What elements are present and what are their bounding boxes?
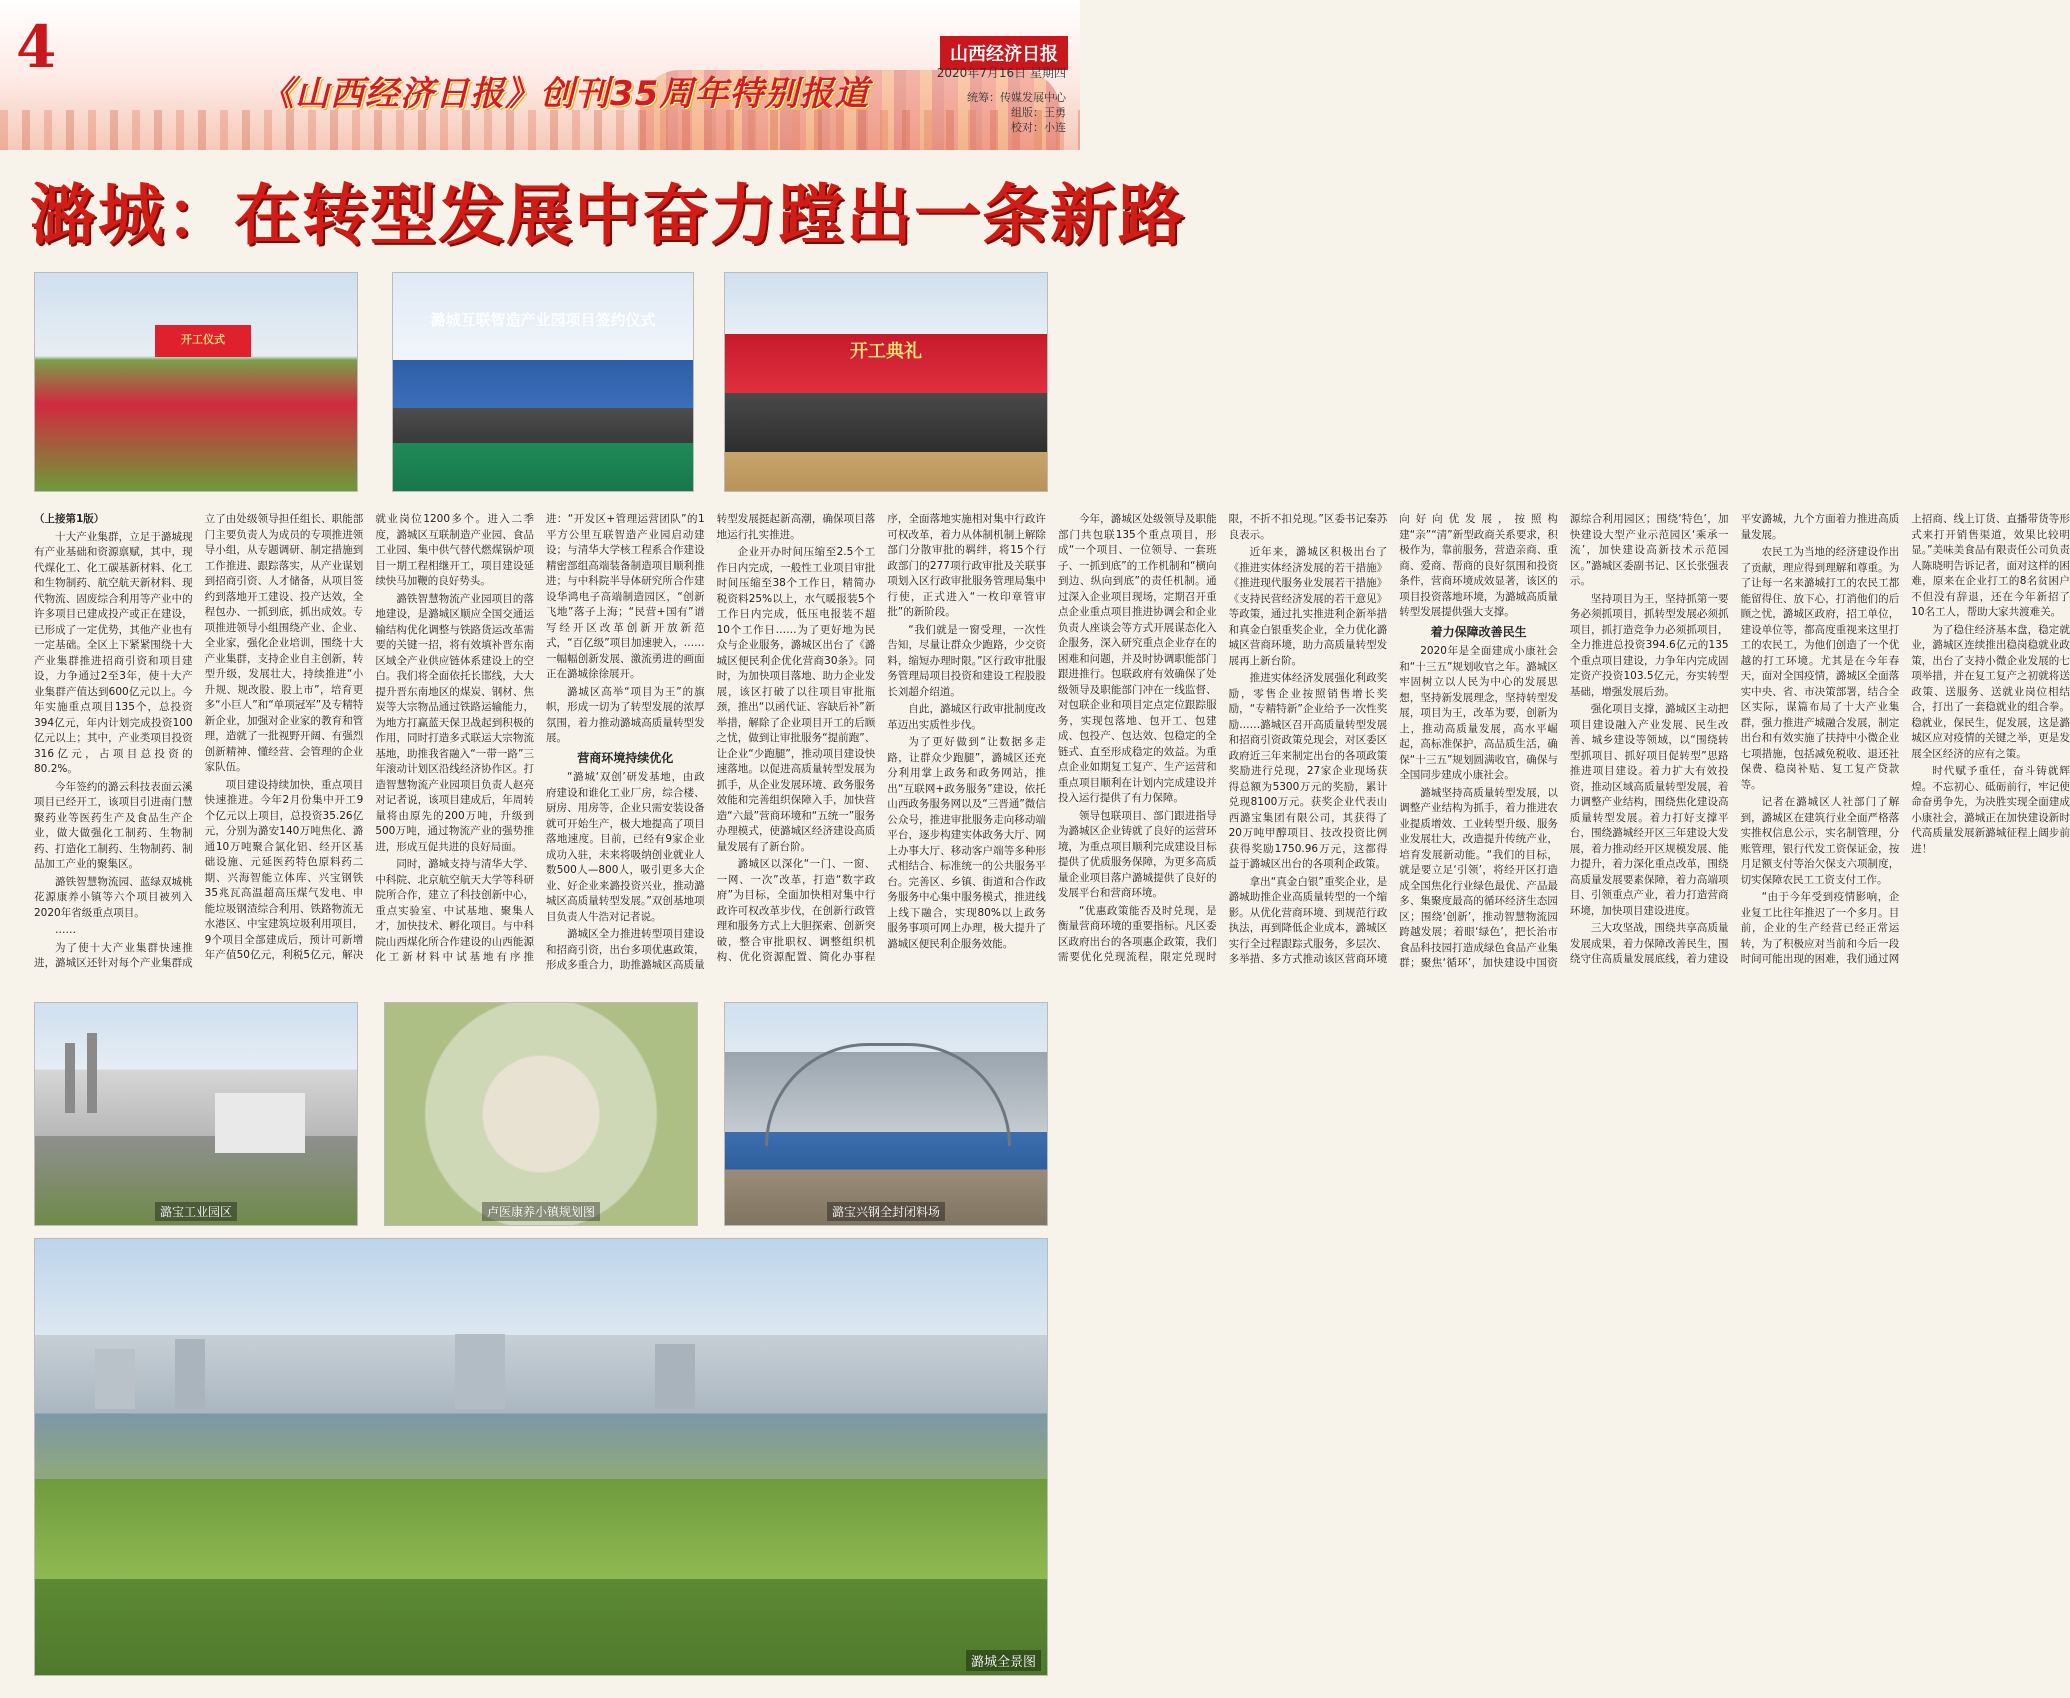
photo-sign-text: 开工仪式 [181, 333, 225, 346]
chimney-shape [65, 1043, 75, 1113]
photo-industrial-park [34, 1002, 358, 1226]
photo-caption: 潞宝兴钢全封闭料场 [827, 1202, 945, 1221]
article-paragraph: 潞城坚持高质量转型发展，以调整产业结构为抓手，着力推进农业提质增效、工业转型升级、服务业发展壮大，改造提升传统产业，培育发展新动能。“我们的目标，就是要立足‘引领’，将经开区打造成全国焦化行业绿色最优、产品最多、集聚度最高的循环经济生态园区；围绕‘创新’，推动智慧物流园跨越发展；着眼‘绿色’，把长治市食品科技园打造成绿色食品产业集群；聚焦‘循环’，加快建设中国资源综合利用园区；围绕‘特色’，加快建设大型产业示范园区‘乘承一流’，加快建设高新技术示范园区。”潞城区委副书记、区长张强表示。 [1399, 513, 1729, 969]
photo-town-plan [384, 1002, 698, 1226]
article-paragraph: 时代赋予重任，奋斗铸就辉煌。不忘初心、砥砺前行，牢记使命奋勇争先，为决胜实现全面建成小康社会，潞城正在加快建设新时代高质量发展新潞城征程上阔步前进！ [1911, 765, 2070, 855]
article-paragraph: 为了稳住经济基本盘，稳定就业，潞城区连续推出稳岗稳就业政策，出台了支持小微企业发展的七项举措，并在复工复产之初就将送政策、送服务、送就业岗位相结合，打出了一套稳就业的组合拳。稳就业，保民生，促发展，这是潞城区应对疫情的关键之举，更是发展全区经济的应有之策。 [1911, 623, 2070, 760]
article-paragraph: “潞城‘双创’研发基地，由政府建设和谁化工业厂房，综合楼、厨房、用房等，企业只需安装设备就可开始生产，极大地提高了项目落地速度。目前，已经有9家企业成功入驻，未来将吸纳创业就业人数500人—800人，吸引更多大企业、好企业来潞投资兴业，推动潞城区高质量转型发展。”双创基地项目负责人牛浩对记者说。 [545, 771, 705, 923]
article-paragraph: 为了更好做到“让数据多走路，让群众少跑腿”，潞城区还充分利用掌上政务和政务网站，推出“互联网+政务服务”建设，依托山西政务服务网以及“三晋通”微信公众号，推进审批服务走向移动端平台，逐步构建实体政务大厅、网上办事大厅、移动客户端等多种形式相结合、标准统一的公共服务平台。完善区、乡镇、街道和合作政务服务中心集中服务模式，推进线上线下融合，实现80%以上政务服务事项可网上办理，极大提升了潞城区便民利企服务效能。 [887, 736, 1046, 950]
article-paragraph: 近年来，潞城区积极出台了《推进实体经济发展的若干措施》《推进现代服务业发展若干措施》《支持民营经济发展的若干意见》等政策，通过扎实推进利企新举措和真金白银重奖企业，全力优化潞城区营商环境，助力高质量转型发展再上新台阶。 [1228, 546, 1388, 667]
issue-date: 2020年7月16日 [936, 66, 1027, 80]
photo-sign-text: 潞城互联智造产业园项目签约仪式 [430, 311, 656, 329]
decorative-skyline [0, 110, 1080, 150]
article-paragraph: …… [55, 924, 76, 936]
article-paragraph: 为了使十大产业集群快速推进，潞城区还针对每个产业集群成立了由处级领导担任组长、职能部门主要负责人为成员的专项推进领导小组，从专题调研、制定措施到工作推进、跟踪落实，从产业谋划到招商引资、人才储备，从项目签约到落地开工建设、投产达效，全程包办、一抓到底，抓出成效。专项推进领导小组围绕产业、企业、全业家，强化企业培训，围绕十大产业集群，支持企业自主创新，转型升级，发展壮大，持续推进“小升规、规改股、股上市”，培育更多“小巨人”和“单项冠军”及专精特新企业，加强对企业家的教育和管理，造就了一批视野开阔、有强烈创新精神、懂经营、会管理的企业家队伍。 [34, 513, 364, 969]
photo-sign-text: 开工典礼 [850, 341, 922, 362]
article-paragraph: 项目建设持续加快，重点项目快速推进。今年2月份集中开工9个亿元以上项目，总投资35.26亿元，分别为潞安140万吨焦化、潞通10万吨聚合氯化铝、经开区基础设施、元延医药特色原料药二期、兴海智能立体库、兴宝钢铁35兆瓦高温超高压煤气发电、申能垃圾钢渣综合利用、铁路物流无水港区、中宝建筑垃圾利用项目，9个项目全部建成后，预计可新增年产值50亿元，利税5亿元，解决就业岗位1200多个。进入二季度，潞城区互联制造产业园、食品工业园、集中供气替代燃煤锅炉项目一期工程相继开工，项目建设延续快马加鞭的良好势头。 [204, 513, 534, 961]
credit-editor: 组版：王勇 [1011, 106, 1066, 119]
article-subhead: 着力保障改善民生 [1430, 624, 1527, 639]
article-paragraph: 领导包联项目、部门跟进指导为潞城区企业铸就了良好的运营环境，为重点项目顺利完成建设目标提供了优质服务保障，为更多高质量企业项目落户潞城提供了良好的发展平台和营商环境。 [1057, 809, 1217, 899]
article-paragraph: 农民工为当地的经济建设作出了贡献，理应得到理解和尊重。为了让每一名来潞城打工的农民工都能留得住、放下心，打消他们的后顾之忧，潞城区政府，招工单位，建设单位等，都高度重视来这里打工的农民工，为他们创造了一个优越的打工环境。尤其是在今年春天，面对全国疫情，潞城区全面落实中央、省、市决策部署，结合全区实际，谋篇布局了十大产业集群，强力推进产城融合发展，制定出台和有效实施了扶持中小微企业七项措施，包括减免税收、退还社保费、稳岗补贴、复工复产贷款等。 [1740, 546, 1900, 791]
article-paragraph: 潞铁智慧物流产业园项目的落地建设，是潞城区顺应全国交通运输结构优化调整与铁路货运改革需要的关键一招，将有效填补晋东南区域全产业供应链体系建设上的空白。我们将全面依托长邯线，大大提升晋东南地区的煤炭、钢材、焦炭等大宗物品通过铁路运输能力，为地方打赢蓝天保卫战起到积极的作用，同时打造多式联运大宗物流基地，助推我省融入“一带一路”三年滚动计划区沿线经济协作区。打造智慧物流产业园项目负责人赵亮对记者说，该项目建成后，年周转量将由原先的200万吨，升级到500万吨，通过物流产业的强势推进，形成互促共进的良好局面。 [375, 592, 534, 853]
building-shape [215, 1093, 305, 1153]
article-paragraph: 潞城区全力推进转型项目建设和招商引资，出台多项优惠政策，形成多重合力，助推潞城区高质量转型发展挺起新高潮，确保项目落地运行扎实推进。 [545, 513, 876, 971]
article-paragraph: 自此，潞城区行政审批制度改革迈出实质性步伐。 [887, 703, 1046, 731]
building-shape [655, 1344, 695, 1409]
article-subhead: 营商环境持续优化 [577, 750, 674, 765]
article-paragraph: 坚持项目为王，坚持抓第一要务必须抓项目，抓转型发展必须抓项目，抓打造竞争力必须抓项目，全力推进总投资394.6亿元的135个重点项目建设，力争年内完成固定资产投资103.5亿元，夯实转型基础，增强发展后劲。 [1569, 592, 1729, 698]
photo-caption: 潞城全景图 [966, 1650, 1041, 1671]
article-paragraph: 今年签约的潞云科技表面云溪项目已经开工，该项目引进南门慧聚药业等医药生产及食品生产企业，做大做强化工制药、生物制药、打造化工制药、生物制药、制品加工产业的聚集区。 [34, 780, 193, 870]
photo-city-panorama [34, 1238, 1048, 1676]
photo-caption: 卢医康养小镇规划图 [482, 1202, 600, 1221]
article-paragraph: 记者在潞城区人社部门了解到，潞城区在建筑行业全面严格落实推权信息公示，实名制管理，分账管理，银行代发工资保证金，按月足额支付等治欠保支六项制度，切实保障农民工工资支付工作。 [1740, 796, 1900, 886]
article-paragraph: 推进实体经济发展强化利政奖励，零售企业按照销售增长奖励，“专精特新”企业给予一次性奖励……潞城区召开高质量转型发展和招商引资政策兑现会，对区委区政府近三年来制定出台的各项政策奖励进行兑现，27家企业现场获得总额为5300万元的奖励，累计兑现8100万元。获奖企业代表山西潞宝集团有限公司，其获得了20万吨甲醇项目、技改投资比例获得奖励1750.96万元，这都得益于潞城区出台的各项利企政策。 [1228, 672, 1388, 870]
continued-from-note: （上接第1版） [34, 513, 105, 525]
article-paragraph: “由于今年受到疫情影响，企业复工比往年推迟了一个多月。目前，企业的生产经营已经正常运转，为了积极应对当前和今后一段时间可能出现的困难，我们通过网上招商、线上订货、直播带货等形式来打开销售渠道，效果比较明显。”美味美食品有限责任公司负责人陈晓明告诉记者，面对这样的困难，原来在企业打工的8名贫困户不但没有辞退，还在今年新招了10名工人，帮助大家共渡难关。 [1740, 513, 2070, 965]
photo-signing-ceremony [392, 272, 694, 492]
article-paragraph: “我们就是一窗受理，一次性告知，尽量让群众少跑路，少交资料，缩短办理时限。”区行政审批服务管理局项目投资和建设工程股股长刘超介绍道。 [887, 623, 1046, 698]
photo-opening-ceremony [724, 272, 1048, 492]
editorial-credits [967, 90, 1066, 135]
article-body [34, 512, 2070, 974]
article-paragraph: 十大产业集群，立足于潞城现有产业基础和资源禀赋，其中，现代煤化工、化工碳基新材料、化工和生物制药、航空航天新材料、现代物流、固废综合利用等产业中的许多项目已建成投产或正在建设，已形成了一定优势，其他产业也有一定基础。全区上下紧紧围绕十大产业集群推进招商引资和项目建设，力争通过2至3年，使十大产业集群产值达到600亿元以上。今年实施重点项目135个，总投资394亿元，年内计划完成投资100亿元以上；其中，产业类项目投资316亿元，占项目总投资的80.2%。 [34, 530, 193, 775]
article-paragraph: 2020年是全面建成小康社会和“十三五”规划收官之年。潞城区牢固树立以人民为中心的发展思想，坚持新发展理念，坚持转型发展，项目为王，改革为要，创新为上，推动高质量发展，高水平崛起，高标准保护，高品质生活，确保“十三五”规划圆满收官，确保与全国同步建成小康社会。 [1399, 645, 1558, 781]
article-paragraph: 三大攻坚战，围绕共享高质量发展成果，着力保障改善民生，围绕守住高质量发展底线，着力建设平安潞城，九个方面着力推进高质量发展。 [1569, 513, 1900, 965]
building-shape [455, 1334, 505, 1409]
newspaper-masthead: 山西经济日报 [940, 36, 1068, 70]
building-shape [175, 1339, 205, 1409]
article-paragraph: 强化项目支撑，潞城区主动把项目建设融入产业发展、民生改善、城乡建设等领域，以“围绕转型抓项目、抓好项目促转型”思路推进项目建设。着力扩大有效投资，推动区域高质量转型发展，着力调整产业结构，围绕焦化建设高质量转型发展。着力打好支撑平台，围绕潞城经开区三年建设大发展，着力推动经开区规模发展、能力提升，着力深化重点改革，围绕高质量发展要素保障，着力高端项目、引领重点产业，着力打造营商环境，加快项目建设进度。 [1569, 703, 1729, 917]
article-paragraph: “优惠政策能否及时兑现，是衡量营商环境的重要指标。凡区委区政府出台的各项惠企政策，我们需要优化兑现流程，限定兑现时限，不折不扣兑现。”区委书记秦苏良表示。 [1057, 513, 1388, 963]
page-number: 4 [16, 13, 57, 81]
article-paragraph: 同时，潞城支持与清华大学、中科院、北京航空航天大学等科研院所合作，建立了科技创新中心，重点实验室、中试基地、聚集人才，加快技术、孵化项目。与中科院山西煤化所合作建设的山西能源化工新材料中试基地有序推进：“开发区+管理运营团队”的1平方公里互联智造产业园启动建设；与清华大学核工程系合作建设精密部组高端装备制造项目顺利推进；与中科院半导体研究所合作建设华鸿电子高端制造园区，“创新飞地”落子上海；“民营+国有”谱写经开区改革创新开放新范式，“百亿级”项目加速驶入，……一幅幅创新发展、激流勇进的画面正在潞城徐徐展开。 [375, 513, 705, 963]
issue-date-line [937, 64, 1066, 81]
article-paragraph: 潞城区以深化“一门、一窗、一网、一次”改革，打造“数字政府”为目标，全面加快相对集中行政许可权改革步伐，在创新行政管理和服务方式上大胆探索、创新突破，整合审批职权、调整组织机构、优化资源配置、简化办事程序，全面落地实施相对集中行政许可权改革，着力从体制机制上解除部门分散审批的羁绊，将15个行政部门的277项行政审批及关联事项划入区行政审批服务管理局集中行使，正式进入“一枚印章管审批”的新阶段。 [716, 513, 1046, 963]
photo-groundbreaking-ceremony [34, 272, 358, 492]
article-paragraph: 企业开办时间压缩至2.5个工作日内完成，一般性工业项目审批时间压缩至38个工作日，精简办税资料25%以上，水气暖报装5个工作日内完成，低压电报装不超10个工作日……为了更好地为民众与企业服务，潞城区出台了《潞城区便民利企优化营商30条》。同时，为加快项目落地、助力企业发展，该区打破了以往项目审批瓶颈，推出“以函代证、容缺后补”新举措，解除了企业项目开工的后顾之忧，做到让审批服务“提前跑”、让企业“少跑腿”，推动项目建设快速落地。以促进高质量转型发展为抓手，从企业发展环境、政务服务效能和完善组织保障入手，加快营造“六最”营商环境和“五统一”服务办理模式，使潞城区经济建设高质量发展有了新台阶。 [716, 546, 876, 853]
article-paragraph: 拿出“真金白银”重奖企业，是潞城助推企业高质量转型的一个缩影。从优化营商环境、到规范行政执法，再到降低企业成本，潞城区实行全过程跟踪式服务，多层次、多举措、多方式推动该区营商环境向好向优发展，按照构建“亲”“清”新型政商关系要求，积极作为，靠前服务，营造亲商、重商、爱商、帮商的良好氛围和投资条件，营商环境成效显著，该区的项目投资落地环境，为潞城高质量转型发展提供强大支撑。 [1228, 513, 1558, 965]
chimney-shape [87, 1033, 97, 1113]
issue-weekday: 星期四 [1029, 66, 1066, 80]
credit-proofreader: 校对：小连 [1011, 121, 1066, 134]
page-headline: 潞城：在转型发展中奋力蹚出一条新路 [30, 177, 1186, 254]
photo-caption: 潞宝工业园区 [155, 1202, 237, 1221]
article-paragraph: 今年，潞城区处级领导及职能部门共包联135个重点项目，形成“一个项目、一位领导、一套班子、一抓到底”的工作机制和“横向到边、纵向到底”的责任机制。通过深入企业项目现场，定期召开重点企业重点项目推进协调会和企业负责人座谈会等方式开展谋态化入企服务，深入研究重点企业存在的困难和问题，并及时协调职能部门跟进推行。包联政府有效确保了处级领导及职能部门冲在一线监督、对包联企业和项目定点定位跟踪服务，实现包落地、包开工、包建成、包投产、包达效、包稳定的全链式、直至形成稳定的效益。为重点企业如期复工复产、生产运营和重点项目顺利在计划内完成建设并投入运行提供了有力保障。 [1057, 513, 1217, 804]
article-paragraph: 潞城区高举“项目为王”的旗帜，形成一切为了转型发展的浓厚氛围，着力推动潞城高质量转型发展。 [545, 685, 705, 744]
article-paragraph: 潞铁智慧物流园、蓝绿双城桃花源康养小镇等六个项目被列入2020年省级重点项目。 [34, 875, 193, 919]
building-shape [95, 1349, 135, 1409]
page-header [0, 0, 1080, 150]
credit-planner: 统筹：传媒发展中心 [967, 91, 1066, 104]
photo-enclosed-stockyard [724, 1002, 1048, 1226]
dome-structure [765, 1043, 1011, 1146]
special-report-banner: 《山西经济日报》创刊35周年特别报道 [260, 74, 870, 114]
